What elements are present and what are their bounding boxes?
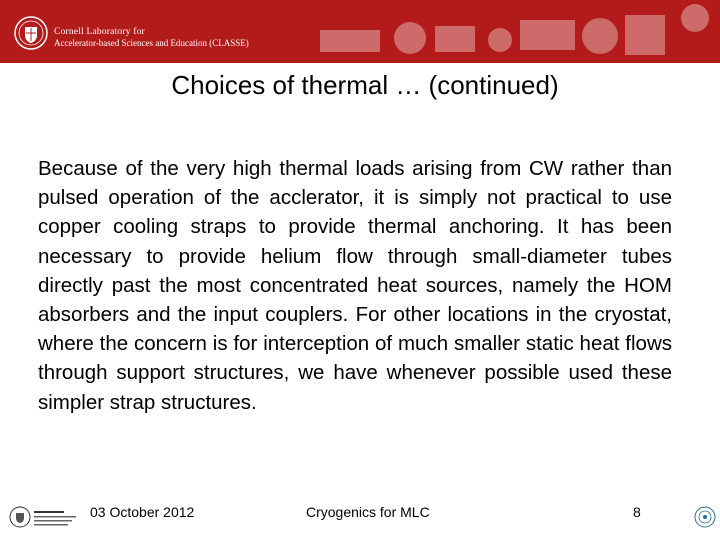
footer-date: 03 October 2012 <box>90 504 195 520</box>
page-number: 8 <box>633 504 641 520</box>
classe-logo-icon <box>34 509 80 529</box>
org-name-line2: Accelerator-based Sciences and Education (CLASSE) <box>54 38 249 48</box>
footer-topic: Cryogenics for MLC <box>306 504 430 520</box>
institution-seal-icon <box>694 506 716 528</box>
slide-body-text: Because of the very high thermal loads arising from CW rather than pulsed operation of the acclerator, it is simply not practical to use copper cooling straps to provide thermal anchoring. It has been necessary to provide helium flow through small-diameter tubes directly past the most concentrated heat sources, namely the HOM absorbers and the input couplers. For other locations in the cryostat, where the concern is for interception of much smaller static heat flows through support structures, we have whenever possible used these simpler strap structures. <box>38 157 672 414</box>
org-name-line1: Cornell Laboratory for <box>54 27 145 37</box>
cornell-seal-icon <box>14 16 48 50</box>
slide-title: Choices of thermal … (continued) <box>171 70 559 100</box>
accelerator-image <box>300 0 720 63</box>
cornell-seal-icon <box>9 506 31 528</box>
header-banner <box>0 0 720 63</box>
